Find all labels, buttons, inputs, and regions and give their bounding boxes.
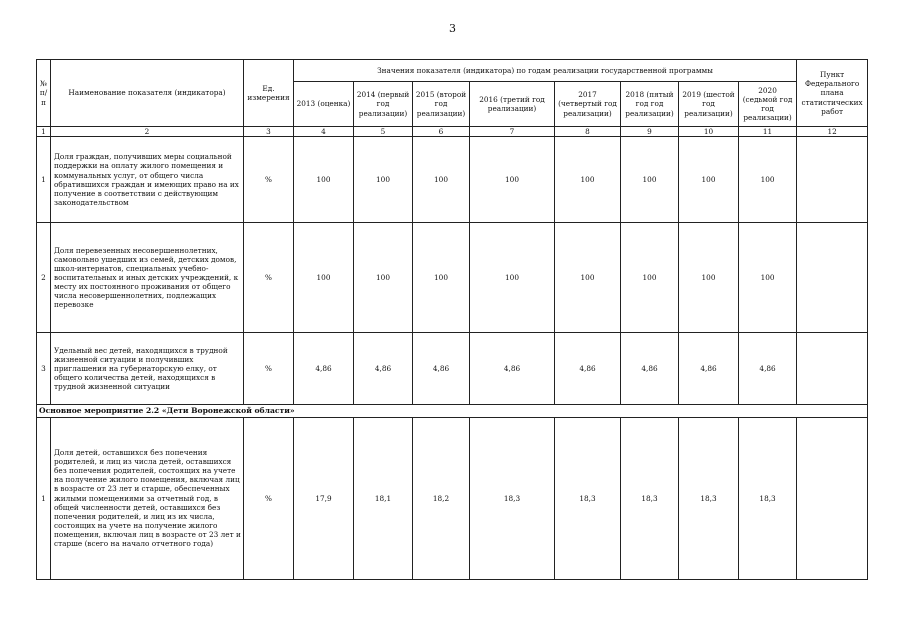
row-value: 4,86 <box>354 333 413 405</box>
row-value: 4,86 <box>413 333 470 405</box>
row-stat <box>797 417 868 579</box>
row-value: 4,86 <box>679 333 739 405</box>
row-num: 1 <box>37 137 51 223</box>
column-number: 8 <box>555 127 621 137</box>
table-row <box>37 417 868 579</box>
row-value: 18,3 <box>621 417 679 579</box>
row-value: 100 <box>679 137 739 223</box>
row-value: 100 <box>470 223 555 333</box>
row-value: 100 <box>354 223 413 333</box>
row-value: 100 <box>294 223 354 333</box>
row-value: 18,1 <box>354 417 413 579</box>
row-value: 17,9 <box>294 417 354 579</box>
header-values-group: Значения показателя (индикатора) по годам реализации государственной программы <box>294 60 797 82</box>
column-number: 4 <box>294 127 354 137</box>
row-value: 4,86 <box>555 333 621 405</box>
row-value: 4,86 <box>294 333 354 405</box>
row-value: 100 <box>413 137 470 223</box>
row-name: Доля детей, оставшихся без попечения родителей, и лиц из числа детей, оставшихся без попечения родителей, состоящих на учете на получение жилого помещения, включая лиц в возрасте от 23 лет и старше, обеспеченных жилыми помещениями за отчетный год, в общей численности детей, оставшихся без попечения родителей, и лиц из их числа, состоящих на учете на получение жилого помещения, включая лиц в возрасте от 23 лет и старше (всего на начало отчетного года) <box>51 417 244 579</box>
row-value: 4,86 <box>739 333 797 405</box>
column-number: 9 <box>621 127 679 137</box>
column-number: 5 <box>354 127 413 137</box>
table-row <box>37 333 868 405</box>
row-value: 100 <box>739 223 797 333</box>
header-year: 2017 (четвертый год реализации) <box>555 82 621 127</box>
column-number: 1 <box>37 127 51 137</box>
column-number: 7 <box>470 127 555 137</box>
column-number-row <box>37 127 868 137</box>
row-value: 100 <box>354 137 413 223</box>
row-value: 100 <box>413 223 470 333</box>
row-value: 4,86 <box>621 333 679 405</box>
row-value: 100 <box>555 137 621 223</box>
row-value: 18,2 <box>413 417 470 579</box>
column-number: 6 <box>413 127 470 137</box>
header-stat: Пункт Федерального плана статистических работ <box>797 60 868 127</box>
row-value: 18,3 <box>679 417 739 579</box>
row-value: 4,86 <box>470 333 555 405</box>
row-value: 100 <box>739 137 797 223</box>
header-year: 2014 (первый год реализации) <box>354 82 413 127</box>
header-unit: Ед. измерения <box>244 60 294 127</box>
column-number: 2 <box>51 127 244 137</box>
row-value: 100 <box>679 223 739 333</box>
row-num: 2 <box>37 223 51 333</box>
row-stat <box>797 223 868 333</box>
row-value: 100 <box>621 137 679 223</box>
column-number: 11 <box>739 127 797 137</box>
section-row <box>37 405 868 417</box>
row-stat <box>797 333 868 405</box>
header-year: 2019 (шестой год реализации) <box>679 82 739 127</box>
table-row <box>37 137 868 223</box>
table-row <box>37 223 868 333</box>
row-num: 3 <box>37 333 51 405</box>
row-unit: % <box>244 223 294 333</box>
row-unit: % <box>244 333 294 405</box>
header-year: 2013 (оценка) <box>294 82 354 127</box>
section-title: Основное мероприятие 2.2 «Дети Воронежской области» <box>37 405 868 417</box>
row-name: Удельный вес детей, находящихся в трудной жизненной ситуации и получивших приглашения на губернаторскую елку, от общего количества детей, находящихся в трудной жизненной ситуации <box>51 333 244 405</box>
header-num: № п/п <box>37 60 51 127</box>
column-number: 3 <box>244 127 294 137</box>
row-value: 100 <box>470 137 555 223</box>
header-name: Наименование показателя (индикатора) <box>51 60 244 127</box>
row-value: 18,3 <box>470 417 555 579</box>
header-year: 2020 (седьмой год год реализации) <box>739 82 797 127</box>
row-name: Доля перевезенных несовершеннолетних, самовольно ушедших из семей, детских домов, школ-интернатов, специальных учебно-воспитательных и иных детских учреждений, к месту их постоянного проживания от общего числа несовершеннолетних, подлежащих перевозке <box>51 223 244 333</box>
row-unit: % <box>244 417 294 579</box>
row-value: 18,3 <box>739 417 797 579</box>
page-number: 3 <box>449 22 456 35</box>
row-value: 100 <box>555 223 621 333</box>
row-value: 18,3 <box>555 417 621 579</box>
header-year: 2018 (пятый год год реализации) <box>621 82 679 127</box>
header-year: 2015 (второй год реализации) <box>413 82 470 127</box>
row-name: Доля граждан, получивших меры социальной поддержки на оплату жилого помещения и коммунальных услуг, от общего числа обратившихся граждан и имеющих право на их получение в соответствии с действующим законодательством <box>51 137 244 223</box>
indicators-table <box>36 59 868 580</box>
row-stat <box>797 137 868 223</box>
header-year: 2016 (третий год реализации) <box>470 82 555 127</box>
column-number: 12 <box>797 127 868 137</box>
row-value: 100 <box>621 223 679 333</box>
row-num: 1 <box>37 417 51 579</box>
column-number: 10 <box>679 127 739 137</box>
row-value: 100 <box>294 137 354 223</box>
row-unit: % <box>244 137 294 223</box>
